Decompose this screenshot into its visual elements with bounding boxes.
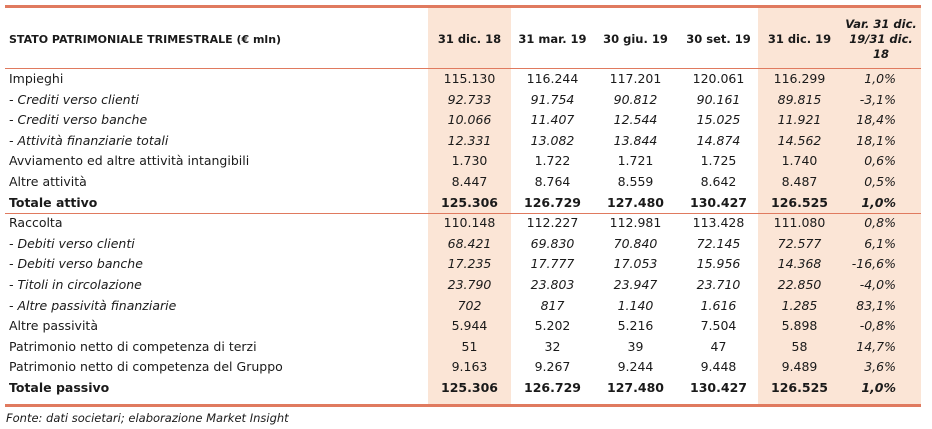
variation-header-line: 19/31 dic. xyxy=(849,31,913,46)
row-label: - Crediti verso clienti xyxy=(9,91,139,107)
variation-column-header xyxy=(841,8,921,70)
variation-value: -3,1% xyxy=(859,91,896,107)
column-header: 30 giu. 19 xyxy=(603,32,668,46)
table-row xyxy=(5,316,921,337)
cell-value: 23.947 xyxy=(613,277,658,292)
cell-value: 126.729 xyxy=(524,194,581,210)
table-row xyxy=(5,172,921,193)
cell-value: 9.163 xyxy=(451,359,488,375)
table-row xyxy=(5,357,921,378)
cell-value: 111.080 xyxy=(773,215,826,231)
table-header xyxy=(5,8,921,70)
variation-value: 83,1% xyxy=(856,297,896,313)
cell-value: 9.267 xyxy=(534,359,571,375)
row-label: - Debiti verso clienti xyxy=(9,235,135,251)
row-label: Avviamento ed altre attività intangibili xyxy=(9,153,250,169)
variation-header-line: Var. 31 dic. xyxy=(845,16,917,31)
cell-value: 7.504 xyxy=(700,318,737,334)
cell-value: 110.148 xyxy=(443,215,496,231)
total-row xyxy=(5,378,921,399)
table-row xyxy=(5,254,921,275)
cell-value: 22.850 xyxy=(777,277,822,292)
cell-value: 12.331 xyxy=(447,132,492,148)
variation-value: 18,4% xyxy=(856,112,896,128)
cell-value: 14.368 xyxy=(777,256,822,272)
section-divider xyxy=(5,213,921,214)
cell-value: 72.145 xyxy=(696,235,741,251)
cell-value: 5.202 xyxy=(534,318,571,334)
variation-value: 14,7% xyxy=(856,338,896,354)
cell-value: 15.025 xyxy=(696,112,741,128)
cell-value: 17.777 xyxy=(530,256,575,272)
cell-value: 8.559 xyxy=(617,174,654,189)
table-row xyxy=(5,275,921,296)
row-label: - Crediti verso banche xyxy=(9,112,148,128)
table-row xyxy=(5,90,921,111)
cell-value: 115.130 xyxy=(443,71,496,86)
cell-value: 12.544 xyxy=(613,112,658,128)
variation-value: 1,0% xyxy=(864,71,896,86)
cell-value: 702 xyxy=(457,297,482,313)
cell-value: 9.244 xyxy=(617,359,654,375)
cell-value: 11.921 xyxy=(777,112,822,128)
cell-value: 113.428 xyxy=(692,215,745,231)
cell-value: 130.427 xyxy=(690,380,747,395)
total-row xyxy=(5,193,921,214)
cell-value: 1.722 xyxy=(534,153,571,169)
cell-value: 126.525 xyxy=(771,194,828,210)
cell-value: 91.754 xyxy=(530,91,575,107)
cell-value: 1.285 xyxy=(781,297,818,313)
table-row xyxy=(5,151,921,172)
row-label: Altre attività xyxy=(9,174,87,189)
row-label: - Debiti verso banche xyxy=(9,256,143,272)
row-label: Totale passivo xyxy=(9,380,110,395)
cell-value: 47 xyxy=(710,338,727,354)
cell-value: 1.730 xyxy=(451,153,488,169)
column-header: 31 dic. 18 xyxy=(437,32,502,46)
cell-value: 1.721 xyxy=(617,153,654,169)
column-header: 30 set. 19 xyxy=(686,32,751,46)
cell-value: 130.427 xyxy=(690,194,747,210)
cell-value: 89.815 xyxy=(777,91,822,107)
cell-value: 69.830 xyxy=(530,235,575,251)
cell-value: 5.898 xyxy=(781,318,818,334)
cell-value: 125.306 xyxy=(441,380,498,395)
cell-value: 127.480 xyxy=(607,380,664,395)
variation-value: 1,0% xyxy=(861,380,896,395)
cell-value: 39 xyxy=(627,338,644,354)
table-row xyxy=(5,296,921,317)
cell-value: 8.487 xyxy=(781,174,818,189)
variation-value: 6,1% xyxy=(864,235,896,251)
cell-value: 817 xyxy=(540,297,565,313)
cell-value: 17.235 xyxy=(447,256,492,272)
cell-value: 1.725 xyxy=(700,153,737,169)
cell-value: 13.844 xyxy=(613,132,658,148)
cell-value: 117.201 xyxy=(609,71,662,86)
cell-value: 5.216 xyxy=(617,318,654,334)
cell-value: 90.812 xyxy=(613,91,658,107)
table-row xyxy=(5,213,921,234)
variation-value: 1,0% xyxy=(861,194,896,210)
cell-value: 70.840 xyxy=(613,235,658,251)
cell-value: 1.740 xyxy=(781,153,818,169)
row-label: - Attività finanziarie totali xyxy=(9,132,169,148)
row-label: Impieghi xyxy=(9,71,64,86)
variation-value: 3,6% xyxy=(864,359,896,375)
column-header: 31 dic. 19 xyxy=(767,32,832,46)
row-label: Altre passività xyxy=(9,318,98,334)
variation-value: 0,6% xyxy=(864,153,896,169)
table-row xyxy=(5,337,921,358)
cell-value: 15.956 xyxy=(696,256,741,272)
row-label: Raccolta xyxy=(9,215,63,231)
cell-value: 116.244 xyxy=(526,71,579,86)
cell-value: 23.790 xyxy=(447,277,492,292)
cell-value: 126.525 xyxy=(771,380,828,395)
cell-value: 116.299 xyxy=(773,71,826,86)
cell-value: 13.082 xyxy=(530,132,575,148)
cell-value: 23.710 xyxy=(696,277,741,292)
cell-value: 32 xyxy=(544,338,561,354)
table-title: STATO PATRIMONIALE TRIMESTRALE (€ mln) xyxy=(9,32,282,46)
cell-value: 112.227 xyxy=(526,215,579,231)
cell-value: 23.803 xyxy=(530,277,575,292)
variation-value: 0,8% xyxy=(864,215,896,231)
cell-value: 51 xyxy=(461,338,478,354)
cell-value: 127.480 xyxy=(607,194,664,210)
variation-value: -4,0% xyxy=(859,277,896,292)
cell-value: 112.981 xyxy=(609,215,662,231)
row-label: Patrimonio netto di competenza di terzi xyxy=(9,338,257,354)
row-label: - Titoli in circolazione xyxy=(9,277,142,292)
cell-value: 14.562 xyxy=(777,132,822,148)
variation-value: 0,5% xyxy=(864,174,896,189)
column-header: 31 mar. 19 xyxy=(518,32,587,46)
cell-value: 9.489 xyxy=(781,359,818,375)
cell-value: 126.729 xyxy=(524,380,581,395)
cell-value: 14.874 xyxy=(696,132,741,148)
cell-value: 8.764 xyxy=(534,174,571,189)
variation-value: -16,6% xyxy=(851,256,896,272)
cell-value: 90.161 xyxy=(696,91,741,107)
row-label: Patrimonio netto di competenza del Gruppo xyxy=(9,359,283,375)
cell-value: 17.053 xyxy=(613,256,658,272)
cell-value: 11.407 xyxy=(530,112,575,128)
cell-value: 10.066 xyxy=(447,112,492,128)
cell-value: 58 xyxy=(791,338,808,354)
variation-value: 18,1% xyxy=(856,132,896,148)
cell-value: 120.061 xyxy=(692,71,745,86)
variation-header-line: 18 xyxy=(872,46,889,61)
table-row xyxy=(5,69,921,90)
cell-value: 92.733 xyxy=(447,91,492,107)
cell-value: 8.642 xyxy=(700,174,737,189)
cell-value: 5.944 xyxy=(451,318,488,334)
cell-value: 8.447 xyxy=(451,174,488,189)
bottom-border xyxy=(5,404,921,407)
variation-value: -0,8% xyxy=(859,318,896,334)
cell-value: 72.577 xyxy=(777,235,822,251)
cell-value: 1.140 xyxy=(617,297,654,313)
cell-value: 68.421 xyxy=(447,235,492,251)
source-note: Fonte: dati societari; elaborazione Market Insight xyxy=(6,411,289,425)
table-row xyxy=(5,234,921,255)
row-label: - Altre passività finanziarie xyxy=(9,297,177,313)
cell-value: 9.448 xyxy=(700,359,737,375)
cell-value: 1.616 xyxy=(700,297,737,313)
row-label: Totale attivo xyxy=(9,194,98,210)
cell-value: 125.306 xyxy=(441,194,498,210)
table-row xyxy=(5,110,921,131)
table-row xyxy=(5,131,921,152)
